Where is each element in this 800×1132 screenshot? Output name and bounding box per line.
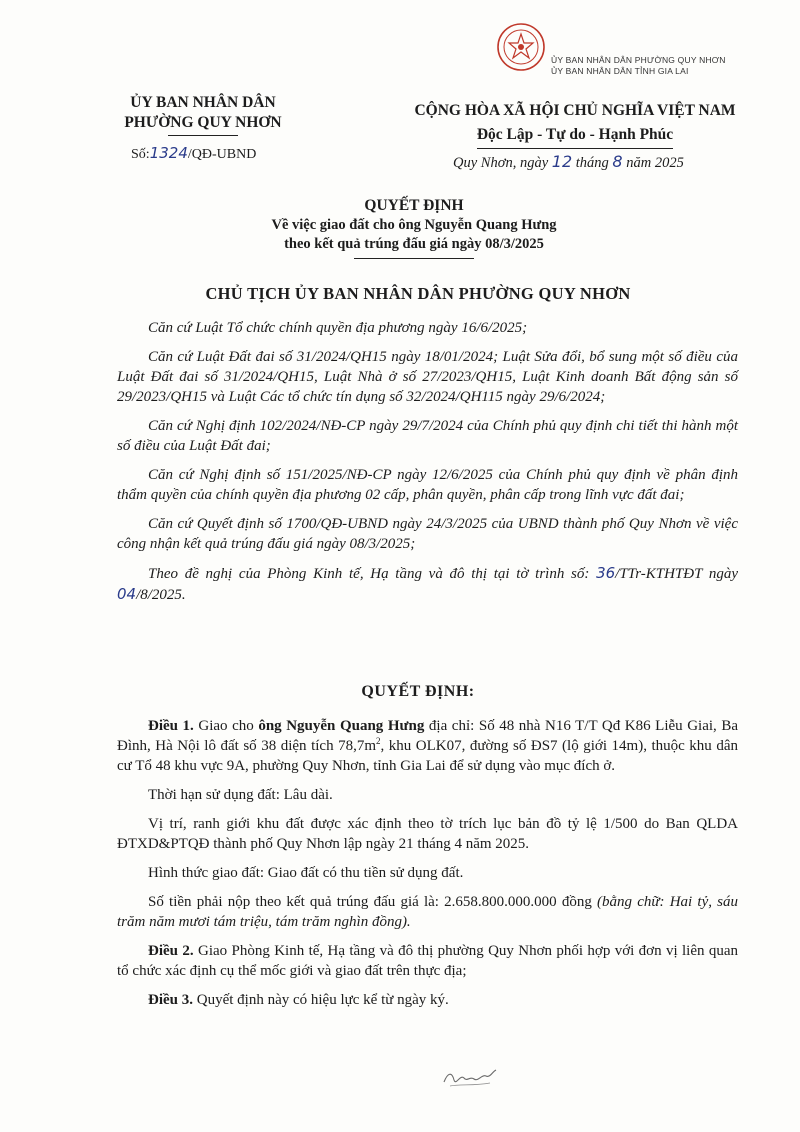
seal-caption-line1: ỦY BAN NHÂN DÂN PHƯỜNG QUY NHƠN bbox=[551, 55, 726, 65]
amount-in-words: (bằng chữ: Hai tỷ, sáu trăm năm mươi tám triệu, tám trăm nghìn đồng). bbox=[117, 894, 738, 930]
decision-title bbox=[0, 196, 800, 259]
agency-underline bbox=[168, 135, 238, 136]
recipient-name: ông Nguyễn Quang Hưng bbox=[258, 718, 425, 734]
agency-line1: ỦY BAN NHÂN DÂN bbox=[130, 94, 276, 111]
decision-articles bbox=[117, 716, 738, 1019]
handwritten-day: 12 bbox=[551, 152, 573, 171]
handwritten-month: 8 bbox=[612, 152, 623, 171]
legal-bases bbox=[117, 318, 738, 614]
proposal-paragraph: Theo đề nghị của Phòng Kinh tế, Hạ tầng và đô thị tại tờ trình số: 36/TTr-KTHTĐT ngày 04/8/2025. bbox=[117, 564, 739, 603]
title-subject-line2: theo kết quả trúng đấu giá ngày 08/3/2025 bbox=[284, 236, 544, 252]
basis-paragraph: Căn cứ Luật Đất đai số 31/2024/QH15 ngày 18/01/2024; Luật Sửa đổi, bổ sung một số điều của Luật Đất đai số 31/2024/QH15, Luật Nhà ở số 27/2023/QH15, Luật Kinh doanh Bất động sản số 29/2023/QH15 và Luật Các tổ chức tín dụng số 32/2024/QH115 ngày 29/6/2024; bbox=[117, 349, 738, 405]
national-heading bbox=[375, 99, 775, 149]
handwritten-doc-number: 1324 bbox=[149, 144, 188, 162]
article-1: Điều 1. Giao cho ông Nguyễn Quang Hưng địa chỉ: Số 48 nhà N16 T/T Qđ K86 Liễu Giai, Ba Đình, Hà Nội lô đất số 38 diện tích $78,7m^2$, khu OLK07, đường số ĐS7 (lộ giới 14m), thuộc khu dân cư Tổ 48 khu vực 9A, phường Quy Nhơn, tỉnh Gia Lai để sử dụng vào mục đích ở. bbox=[117, 718, 739, 774]
basis-paragraph: Căn cứ Quyết định số 1700/QĐ-UBND ngày 24/3/2025 của UBND thành phố Quy Nhơn về việc công nhận kết quả trúng đấu giá ngày 08/3/2025; bbox=[117, 516, 738, 552]
article-3: Điều 3. Quyết định này có hiệu lực kể từ ngày ký. bbox=[148, 992, 449, 1008]
country-name: CỘNG HÒA XÃ HỘI CHỦ NGHĨA VIỆT NAM bbox=[414, 102, 736, 119]
seal-caption-line2: ỦY BAN NHÂN DÂN TỈNH GIA LAI bbox=[551, 66, 689, 76]
payment-amount: Số tiền phải nộp theo kết quả trúng đấu giá là: 2.658.800.000.000 đồng (bằng chữ: Hai tỷ, sáu trăm năm mươi tám triệu, tám trăm nghìn đồng). bbox=[117, 894, 738, 930]
document-number: Số:1324/QĐ-UBND bbox=[131, 144, 257, 162]
issue-date: Quy Nhơn, ngày 12 tháng 8 năm 2025 bbox=[453, 152, 684, 171]
handwritten-proposal-number: 36 bbox=[596, 564, 616, 582]
issuing-agency bbox=[108, 93, 298, 136]
land-location: Vị trí, ranh giới khu đất được xác định theo tờ trích lục bản đồ tỷ lệ 1/500 do Ban QLDA ĐTXD&PTQĐ thành phố Quy Nhơn lập ngày 21 tháng 4 năm 2025. bbox=[117, 816, 738, 852]
article-2: Điều 2. Giao Phòng Kinh tế, Hạ tầng và đô thị phường Quy Nhơn phối hợp với đơn vị liên quan tổ chức xác định cụ thể mốc giới và giao đất trên thực địa; bbox=[117, 943, 739, 979]
issuer-heading: CHỦ TỊCH ỦY BAN NHÂN DÂN PHƯỜNG QUY NHƠN bbox=[205, 284, 631, 303]
basis-paragraph: Căn cứ Nghị định số 151/2025/NĐ-CP ngày 12/6/2025 của Chính phủ quy định về phân định thẩm quyền của chính quyền địa phương 02 cấp, phân quyền, phân cấp trong lĩnh vực đất đai; bbox=[117, 467, 738, 503]
agency-line2: PHƯỜNG QUY NHƠN bbox=[124, 114, 282, 131]
seal-caption bbox=[551, 55, 726, 77]
land-use-term: Thời hạn sử dụng đất: Lâu dài. bbox=[148, 787, 333, 803]
initials-signature-icon bbox=[440, 1064, 500, 1090]
basis-paragraph: Căn cứ Luật Tổ chức chính quyền địa phương ngày 16/6/2025; bbox=[148, 320, 528, 336]
title-subject-line1: Về việc giao đất cho ông Nguyễn Quang Hưng bbox=[271, 217, 557, 233]
basis-paragraph: Căn cứ Nghị định 102/2024/NĐ-CP ngày 29/7/2024 của Chính phủ quy định chi tiết thi hành một số điều của Luật Đất đai; bbox=[117, 418, 738, 454]
handwritten-proposal-day: 04 bbox=[117, 585, 137, 603]
allocation-form: Hình thức giao đất: Giao đất có thu tiền sử dụng đất. bbox=[148, 865, 464, 881]
state-emblem-seal-icon bbox=[496, 22, 546, 72]
decision-heading: QUYẾT ĐỊNH: bbox=[361, 683, 475, 700]
title-main: QUYẾT ĐỊNH bbox=[364, 197, 464, 214]
national-motto: Độc Lập - Tự do - Hạnh Phúc bbox=[477, 123, 673, 149]
title-underline bbox=[354, 258, 474, 259]
